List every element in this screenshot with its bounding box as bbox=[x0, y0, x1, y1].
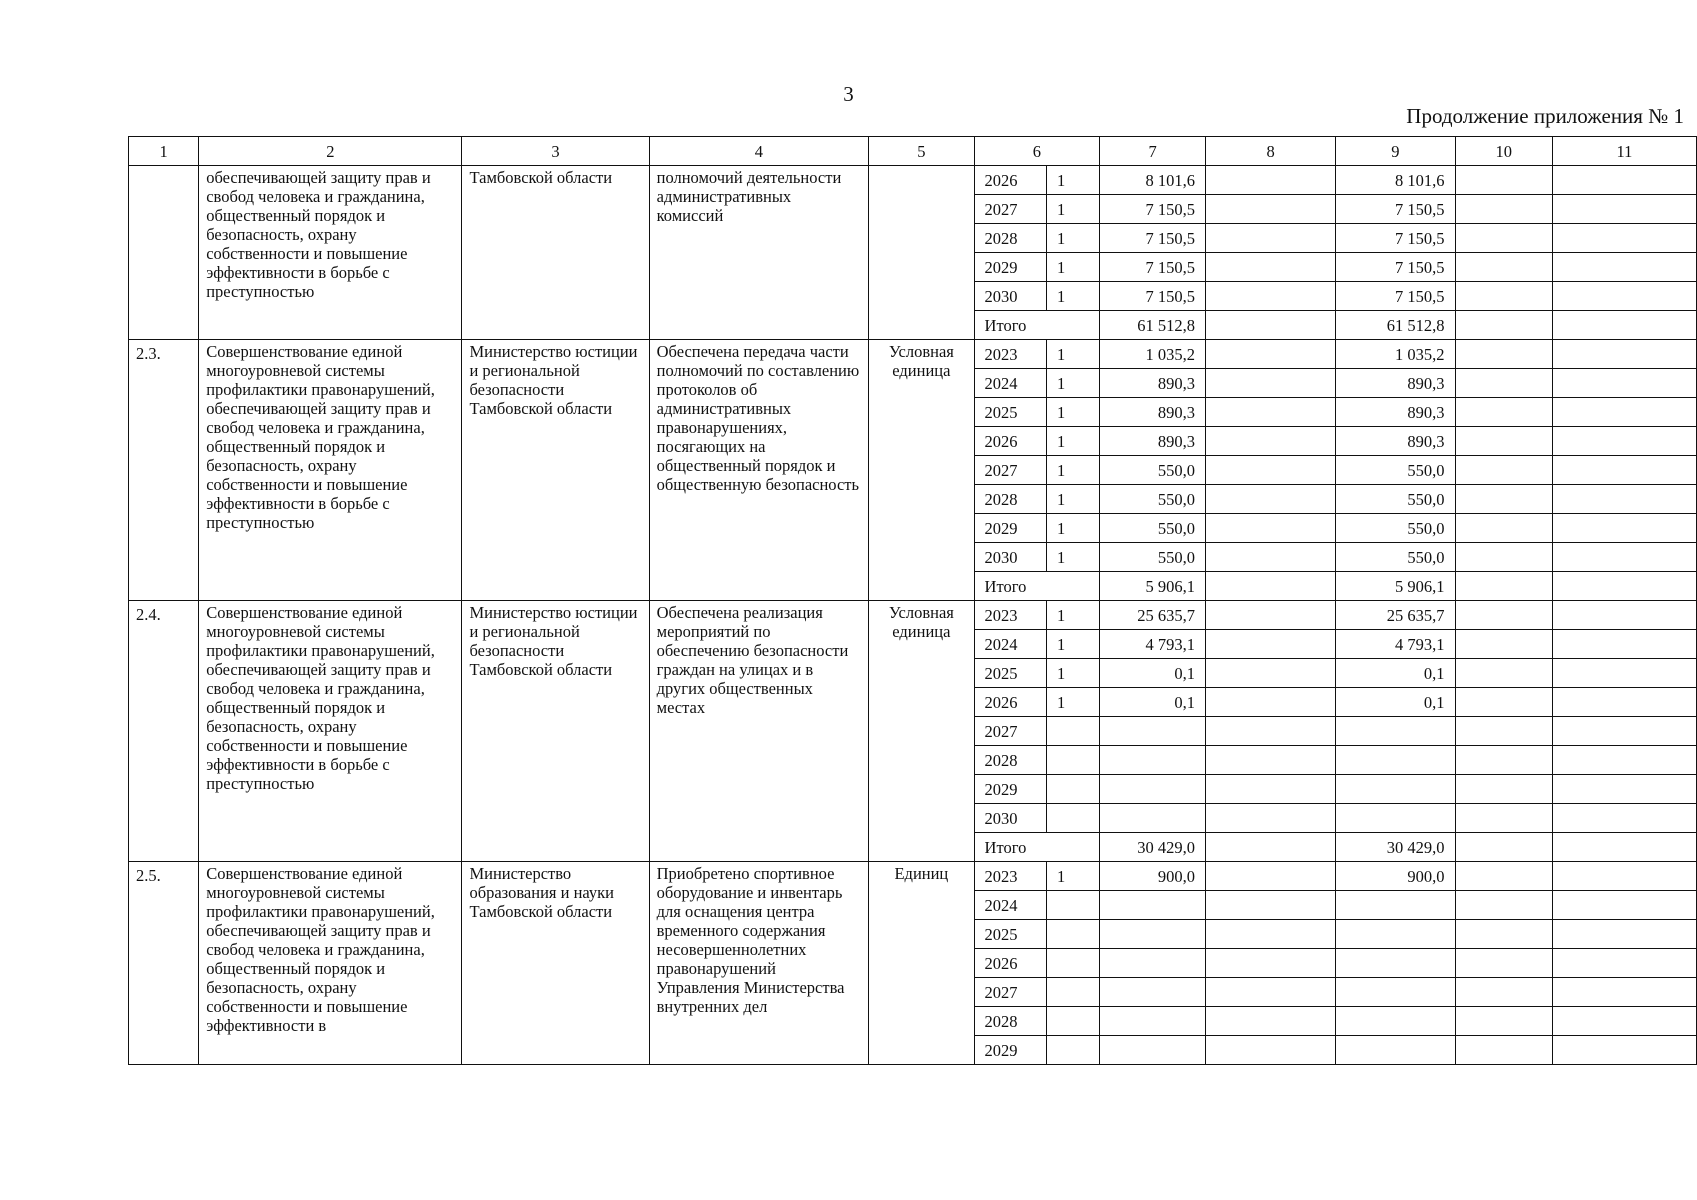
col8-value-cell bbox=[1205, 717, 1335, 746]
count-cell: 1 bbox=[1046, 166, 1099, 195]
year-cell: 2027 bbox=[974, 456, 1046, 485]
column-header-10: 10 bbox=[1455, 137, 1552, 166]
year-cell: 2026 bbox=[974, 427, 1046, 456]
col8-value-cell bbox=[1205, 485, 1335, 514]
year-cell: 2028 bbox=[974, 485, 1046, 514]
col8-value-cell bbox=[1205, 543, 1335, 572]
col9-value-cell: 900,0 bbox=[1336, 862, 1455, 891]
item-number-cell bbox=[129, 166, 199, 340]
col11-value-cell bbox=[1552, 746, 1696, 775]
col9-value-cell: 550,0 bbox=[1336, 456, 1455, 485]
col9-value-cell: 0,1 bbox=[1336, 688, 1455, 717]
unit-cell: Условная единица bbox=[869, 340, 974, 601]
col11-value-cell bbox=[1552, 920, 1696, 949]
year-cell: 2028 bbox=[974, 224, 1046, 253]
col7-value-cell: 890,3 bbox=[1100, 427, 1206, 456]
col8-value-cell bbox=[1205, 427, 1335, 456]
col7-value-cell: 4 793,1 bbox=[1100, 630, 1206, 659]
col7-value-cell bbox=[1100, 1036, 1206, 1065]
executor-cell: Министерство образования и науки Тамбовской области bbox=[462, 862, 649, 1065]
col10-value-cell bbox=[1455, 659, 1552, 688]
year-cell: 2027 bbox=[974, 978, 1046, 1007]
col8-value-cell bbox=[1205, 949, 1335, 978]
col8-value-cell bbox=[1205, 920, 1335, 949]
count-cell: 1 bbox=[1046, 369, 1099, 398]
year-cell: 2026 bbox=[974, 166, 1046, 195]
table-body bbox=[129, 137, 1697, 1065]
total-col10-cell bbox=[1455, 833, 1552, 862]
col7-value-cell: 0,1 bbox=[1100, 659, 1206, 688]
col10-value-cell bbox=[1455, 601, 1552, 630]
total-col8-cell bbox=[1205, 572, 1335, 601]
col9-value-cell bbox=[1336, 804, 1455, 833]
col11-value-cell bbox=[1552, 601, 1696, 630]
count-cell: 1 bbox=[1046, 543, 1099, 572]
col11-value-cell bbox=[1552, 485, 1696, 514]
col10-value-cell bbox=[1455, 224, 1552, 253]
col9-value-cell: 7 150,5 bbox=[1336, 224, 1455, 253]
item-number-cell: 2.3. bbox=[129, 340, 199, 601]
col7-value-cell: 7 150,5 bbox=[1100, 282, 1206, 311]
unit-cell: Условная единица bbox=[869, 601, 974, 862]
col8-value-cell bbox=[1205, 688, 1335, 717]
col7-value-cell: 7 150,5 bbox=[1100, 224, 1206, 253]
col7-value-cell: 550,0 bbox=[1100, 485, 1206, 514]
col9-value-cell: 890,3 bbox=[1336, 398, 1455, 427]
executor-cell: Министерство юстиции и региональной безопасности Тамбовской области bbox=[462, 340, 649, 601]
col10-value-cell bbox=[1455, 920, 1552, 949]
table-row bbox=[129, 601, 1697, 630]
col9-value-cell bbox=[1336, 775, 1455, 804]
col9-value-cell: 4 793,1 bbox=[1336, 630, 1455, 659]
count-cell: 1 bbox=[1046, 195, 1099, 224]
col7-value-cell bbox=[1100, 920, 1206, 949]
col10-value-cell bbox=[1455, 862, 1552, 891]
col7-value-cell: 550,0 bbox=[1100, 514, 1206, 543]
col8-value-cell bbox=[1205, 456, 1335, 485]
year-cell: 2028 bbox=[974, 746, 1046, 775]
col8-value-cell bbox=[1205, 804, 1335, 833]
col8-value-cell bbox=[1205, 224, 1335, 253]
col7-value-cell: 550,0 bbox=[1100, 456, 1206, 485]
total-col9-cell: 61 512,8 bbox=[1336, 311, 1455, 340]
col9-value-cell: 8 101,6 bbox=[1336, 166, 1455, 195]
col9-value-cell: 550,0 bbox=[1336, 543, 1455, 572]
year-cell: 2023 bbox=[974, 340, 1046, 369]
total-col8-cell bbox=[1205, 311, 1335, 340]
column-header-8: 8 bbox=[1205, 137, 1335, 166]
col11-value-cell bbox=[1552, 195, 1696, 224]
col8-value-cell bbox=[1205, 978, 1335, 1007]
year-cell: 2029 bbox=[974, 514, 1046, 543]
table-row bbox=[129, 862, 1697, 891]
col11-value-cell bbox=[1552, 891, 1696, 920]
count-cell bbox=[1046, 775, 1099, 804]
col7-value-cell: 7 150,5 bbox=[1100, 253, 1206, 282]
col8-value-cell bbox=[1205, 862, 1335, 891]
col7-value-cell bbox=[1100, 949, 1206, 978]
col7-value-cell bbox=[1100, 746, 1206, 775]
count-cell bbox=[1046, 891, 1099, 920]
col11-value-cell bbox=[1552, 427, 1696, 456]
year-cell: 2025 bbox=[974, 659, 1046, 688]
executor-cell: Тамбовской области bbox=[462, 166, 649, 340]
col9-value-cell: 890,3 bbox=[1336, 427, 1455, 456]
count-cell: 1 bbox=[1046, 601, 1099, 630]
col11-value-cell bbox=[1552, 862, 1696, 891]
col9-value-cell bbox=[1336, 920, 1455, 949]
col8-value-cell bbox=[1205, 601, 1335, 630]
column-header-6: 6 bbox=[974, 137, 1100, 166]
executor-cell: Министерство юстиции и региональной безопасности Тамбовской области bbox=[462, 601, 649, 862]
col8-value-cell bbox=[1205, 282, 1335, 311]
col8-value-cell bbox=[1205, 659, 1335, 688]
col7-value-cell: 0,1 bbox=[1100, 688, 1206, 717]
col7-value-cell bbox=[1100, 804, 1206, 833]
year-cell: 2029 bbox=[974, 775, 1046, 804]
result-cell: Обеспечена передача части полномочий по составлению протоколов об административных правонарушениях, посягающих на общественный порядок и общественную безопасность bbox=[649, 340, 869, 601]
col7-value-cell: 8 101,6 bbox=[1100, 166, 1206, 195]
total-col10-cell bbox=[1455, 572, 1552, 601]
col9-value-cell bbox=[1336, 891, 1455, 920]
count-cell: 1 bbox=[1046, 688, 1099, 717]
col11-value-cell bbox=[1552, 949, 1696, 978]
count-cell bbox=[1046, 920, 1099, 949]
col10-value-cell bbox=[1455, 166, 1552, 195]
unit-cell bbox=[869, 166, 974, 340]
col8-value-cell bbox=[1205, 195, 1335, 224]
header-row bbox=[129, 137, 1697, 166]
col9-value-cell: 0,1 bbox=[1336, 659, 1455, 688]
page-number: 3 bbox=[843, 82, 854, 106]
year-cell: 2027 bbox=[974, 717, 1046, 746]
year-cell: 2024 bbox=[974, 891, 1046, 920]
unit-cell: Единиц bbox=[869, 862, 974, 1065]
col7-value-cell: 25 635,7 bbox=[1100, 601, 1206, 630]
col7-value-cell bbox=[1100, 775, 1206, 804]
col9-value-cell bbox=[1336, 717, 1455, 746]
year-cell: 2026 bbox=[974, 688, 1046, 717]
col9-value-cell: 7 150,5 bbox=[1336, 195, 1455, 224]
col11-value-cell bbox=[1552, 166, 1696, 195]
task-description-cell: Совершенствование единой многоуровневой системы профилактики правонарушений, обеспечивающей защиту прав и свобод человека и гражданина, общественный порядок и безопасность, охрану собственности и повышение эффективности в борьбе с преступностью bbox=[199, 601, 462, 862]
year-cell: 2029 bbox=[974, 253, 1046, 282]
col8-value-cell bbox=[1205, 369, 1335, 398]
year-cell: 2030 bbox=[974, 543, 1046, 572]
col10-value-cell bbox=[1455, 514, 1552, 543]
col9-value-cell bbox=[1336, 978, 1455, 1007]
appendix-continuation-label: Продолжение приложения № 1 bbox=[1406, 104, 1684, 128]
col9-value-cell: 7 150,5 bbox=[1336, 253, 1455, 282]
column-header-5: 5 bbox=[869, 137, 974, 166]
col11-value-cell bbox=[1552, 775, 1696, 804]
col11-value-cell bbox=[1552, 398, 1696, 427]
total-label-cell: Итого bbox=[974, 572, 1100, 601]
col8-value-cell bbox=[1205, 746, 1335, 775]
col8-value-cell bbox=[1205, 514, 1335, 543]
col10-value-cell bbox=[1455, 253, 1552, 282]
table-row bbox=[129, 340, 1697, 369]
col9-value-cell bbox=[1336, 949, 1455, 978]
col8-value-cell bbox=[1205, 340, 1335, 369]
col11-value-cell bbox=[1552, 804, 1696, 833]
year-cell: 2028 bbox=[974, 1007, 1046, 1036]
item-number-cell: 2.4. bbox=[129, 601, 199, 862]
total-col11-cell bbox=[1552, 311, 1696, 340]
col10-value-cell bbox=[1455, 775, 1552, 804]
col7-value-cell: 1 035,2 bbox=[1100, 340, 1206, 369]
col11-value-cell bbox=[1552, 253, 1696, 282]
col10-value-cell bbox=[1455, 804, 1552, 833]
result-cell: полномочий деятельности административных комиссий bbox=[649, 166, 869, 340]
total-col11-cell bbox=[1552, 572, 1696, 601]
col10-value-cell bbox=[1455, 282, 1552, 311]
col10-value-cell bbox=[1455, 195, 1552, 224]
col11-value-cell bbox=[1552, 543, 1696, 572]
col11-value-cell bbox=[1552, 456, 1696, 485]
total-label-cell: Итого bbox=[974, 311, 1100, 340]
count-cell: 1 bbox=[1046, 485, 1099, 514]
col10-value-cell bbox=[1455, 746, 1552, 775]
total-col7-cell: 30 429,0 bbox=[1100, 833, 1206, 862]
col11-value-cell bbox=[1552, 688, 1696, 717]
col11-value-cell bbox=[1552, 224, 1696, 253]
col9-value-cell: 550,0 bbox=[1336, 514, 1455, 543]
col9-value-cell: 25 635,7 bbox=[1336, 601, 1455, 630]
col10-value-cell bbox=[1455, 949, 1552, 978]
task-description-cell: обеспечивающей защиту прав и свобод человека и гражданина, общественный порядок и безопасность, охрану собственности и повышение эффективности в борьбе с преступностью bbox=[199, 166, 462, 340]
task-description-cell: Совершенствование единой многоуровневой системы профилактики правонарушений, обеспечивающей защиту прав и свобод человека и гражданина, общественный порядок и безопасность, охрану собственности и повышение эффективности в bbox=[199, 862, 462, 1065]
count-cell bbox=[1046, 1036, 1099, 1065]
col8-value-cell bbox=[1205, 166, 1335, 195]
col9-value-cell: 7 150,5 bbox=[1336, 282, 1455, 311]
count-cell: 1 bbox=[1046, 862, 1099, 891]
column-header-9: 9 bbox=[1336, 137, 1455, 166]
appendix-table bbox=[128, 136, 1697, 1065]
col10-value-cell bbox=[1455, 485, 1552, 514]
col11-value-cell bbox=[1552, 659, 1696, 688]
task-description-cell: Совершенствование единой многоуровневой системы профилактики правонарушений, обеспечивающей защиту прав и свобод человека и гражданина, общественный порядок и безопасность, охрану собственности и повышение эффективности в борьбе с преступностью bbox=[199, 340, 462, 601]
total-col7-cell: 5 906,1 bbox=[1100, 572, 1206, 601]
col10-value-cell bbox=[1455, 340, 1552, 369]
col8-value-cell bbox=[1205, 1036, 1335, 1065]
year-cell: 2023 bbox=[974, 601, 1046, 630]
count-cell: 1 bbox=[1046, 630, 1099, 659]
count-cell: 1 bbox=[1046, 514, 1099, 543]
count-cell bbox=[1046, 1007, 1099, 1036]
year-cell: 2025 bbox=[974, 920, 1046, 949]
col10-value-cell bbox=[1455, 369, 1552, 398]
total-col7-cell: 61 512,8 bbox=[1100, 311, 1206, 340]
col9-value-cell: 550,0 bbox=[1336, 485, 1455, 514]
col10-value-cell bbox=[1455, 427, 1552, 456]
col10-value-cell bbox=[1455, 1036, 1552, 1065]
col11-value-cell bbox=[1552, 1007, 1696, 1036]
col7-value-cell bbox=[1100, 978, 1206, 1007]
total-label-cell: Итого bbox=[974, 833, 1100, 862]
result-cell: Приобретено спортивное оборудование и инвентарь для оснащения центра временного содержания несовершеннолетних правонарушений Управления Министерства внутренних дел bbox=[649, 862, 869, 1065]
count-cell: 1 bbox=[1046, 427, 1099, 456]
count-cell: 1 bbox=[1046, 224, 1099, 253]
table-row bbox=[129, 166, 1697, 195]
year-cell: 2024 bbox=[974, 630, 1046, 659]
count-cell bbox=[1046, 804, 1099, 833]
total-col8-cell bbox=[1205, 833, 1335, 862]
count-cell bbox=[1046, 717, 1099, 746]
col8-value-cell bbox=[1205, 775, 1335, 804]
total-col9-cell: 30 429,0 bbox=[1336, 833, 1455, 862]
total-col9-cell: 5 906,1 bbox=[1336, 572, 1455, 601]
col8-value-cell bbox=[1205, 630, 1335, 659]
count-cell bbox=[1046, 746, 1099, 775]
col7-value-cell bbox=[1100, 1007, 1206, 1036]
col10-value-cell bbox=[1455, 688, 1552, 717]
col8-value-cell bbox=[1205, 398, 1335, 427]
col8-value-cell bbox=[1205, 253, 1335, 282]
year-cell: 2024 bbox=[974, 369, 1046, 398]
count-cell: 1 bbox=[1046, 282, 1099, 311]
count-cell: 1 bbox=[1046, 398, 1099, 427]
col11-value-cell bbox=[1552, 282, 1696, 311]
col9-value-cell: 1 035,2 bbox=[1336, 340, 1455, 369]
year-cell: 2030 bbox=[974, 804, 1046, 833]
col8-value-cell bbox=[1205, 891, 1335, 920]
count-cell: 1 bbox=[1046, 659, 1099, 688]
col7-value-cell: 550,0 bbox=[1100, 543, 1206, 572]
col10-value-cell bbox=[1455, 398, 1552, 427]
col9-value-cell: 890,3 bbox=[1336, 369, 1455, 398]
total-col11-cell bbox=[1552, 833, 1696, 862]
col9-value-cell bbox=[1336, 746, 1455, 775]
column-header-3: 3 bbox=[462, 137, 649, 166]
col10-value-cell bbox=[1455, 630, 1552, 659]
col7-value-cell: 900,0 bbox=[1100, 862, 1206, 891]
col10-value-cell bbox=[1455, 717, 1552, 746]
col10-value-cell bbox=[1455, 891, 1552, 920]
column-header-2: 2 bbox=[199, 137, 462, 166]
year-cell: 2026 bbox=[974, 949, 1046, 978]
count-cell: 1 bbox=[1046, 253, 1099, 282]
col11-value-cell bbox=[1552, 978, 1696, 1007]
col10-value-cell bbox=[1455, 1007, 1552, 1036]
col8-value-cell bbox=[1205, 1007, 1335, 1036]
col11-value-cell bbox=[1552, 717, 1696, 746]
year-cell: 2025 bbox=[974, 398, 1046, 427]
col10-value-cell bbox=[1455, 543, 1552, 572]
count-cell bbox=[1046, 978, 1099, 1007]
col7-value-cell: 7 150,5 bbox=[1100, 195, 1206, 224]
col7-value-cell bbox=[1100, 891, 1206, 920]
column-header-1: 1 bbox=[129, 137, 199, 166]
column-header-7: 7 bbox=[1100, 137, 1206, 166]
col9-value-cell bbox=[1336, 1007, 1455, 1036]
col10-value-cell bbox=[1455, 456, 1552, 485]
col9-value-cell bbox=[1336, 1036, 1455, 1065]
count-cell: 1 bbox=[1046, 340, 1099, 369]
col11-value-cell bbox=[1552, 630, 1696, 659]
column-header-11: 11 bbox=[1552, 137, 1696, 166]
result-cell: Обеспечена реализация мероприятий по обеспечению безопасности граждан на улицах и в других общественных местах bbox=[649, 601, 869, 862]
year-cell: 2030 bbox=[974, 282, 1046, 311]
col7-value-cell: 890,3 bbox=[1100, 369, 1206, 398]
col11-value-cell bbox=[1552, 369, 1696, 398]
year-cell: 2023 bbox=[974, 862, 1046, 891]
count-cell bbox=[1046, 949, 1099, 978]
col7-value-cell: 890,3 bbox=[1100, 398, 1206, 427]
year-cell: 2027 bbox=[974, 195, 1046, 224]
col11-value-cell bbox=[1552, 1036, 1696, 1065]
item-number-cell: 2.5. bbox=[129, 862, 199, 1065]
year-cell: 2029 bbox=[974, 1036, 1046, 1065]
col11-value-cell bbox=[1552, 514, 1696, 543]
count-cell: 1 bbox=[1046, 456, 1099, 485]
column-header-4: 4 bbox=[649, 137, 869, 166]
col11-value-cell bbox=[1552, 340, 1696, 369]
col7-value-cell bbox=[1100, 717, 1206, 746]
total-col10-cell bbox=[1455, 311, 1552, 340]
col10-value-cell bbox=[1455, 978, 1552, 1007]
